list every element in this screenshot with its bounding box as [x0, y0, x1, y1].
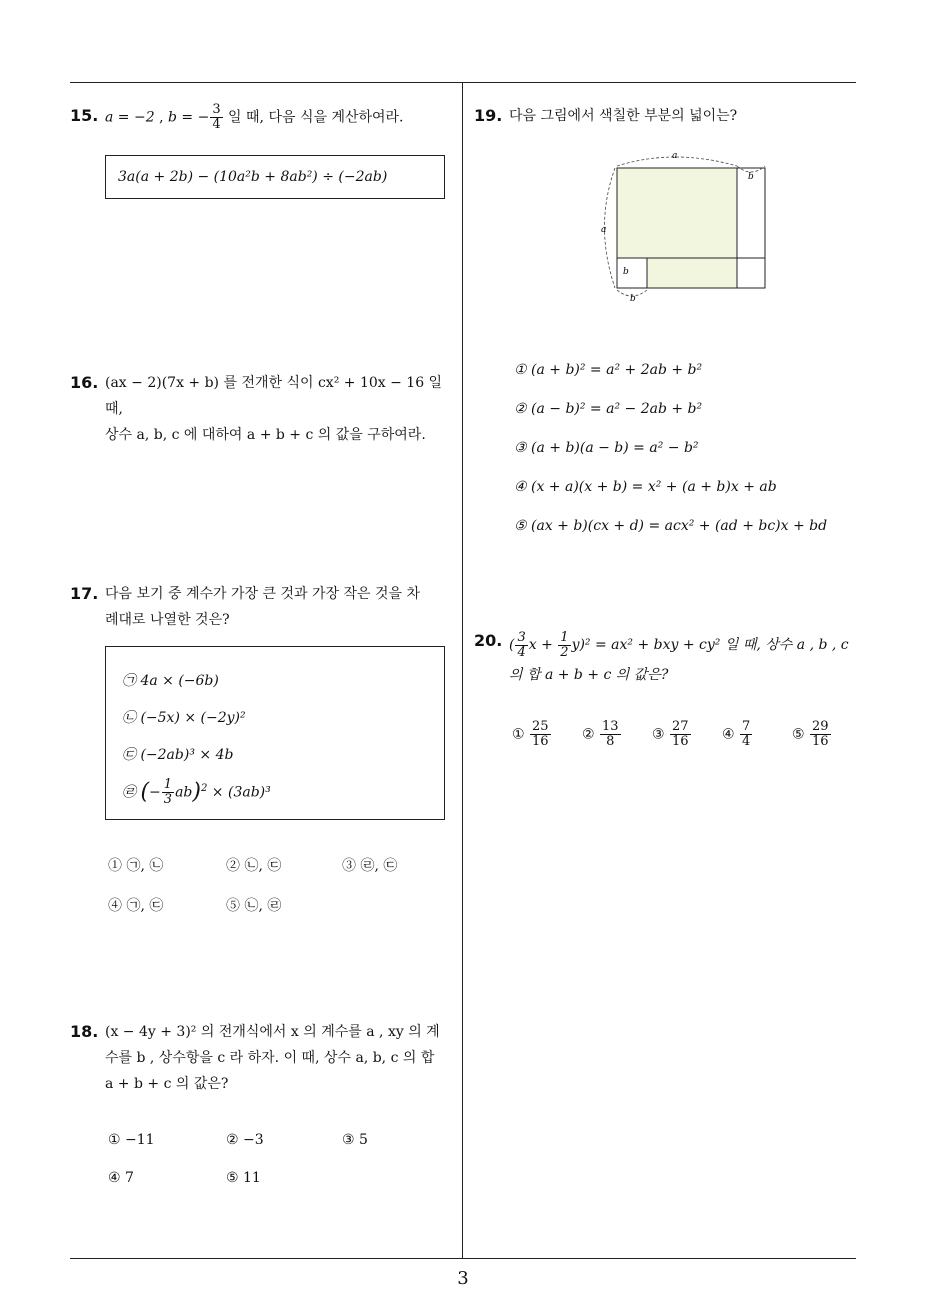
bottom-rule	[70, 1258, 856, 1259]
label-b-left: b	[623, 267, 629, 277]
option-fraction	[740, 720, 752, 749]
fraction	[162, 778, 174, 807]
fraction-b	[210, 103, 222, 132]
label-b-bottom: b	[630, 294, 636, 304]
fraction-denominator: 2	[560, 644, 569, 660]
question-number: 20.	[474, 631, 503, 650]
figure-rectangles	[617, 168, 765, 288]
fraction-1	[515, 631, 527, 660]
option-5[interactable]: ⑤ ㉡, ㉣	[226, 898, 282, 914]
paren-open: (	[140, 779, 150, 805]
option-3[interactable]	[652, 720, 692, 749]
option-marker: ①	[512, 726, 525, 743]
option-marker: ②	[582, 726, 595, 743]
option-4[interactable]	[722, 720, 753, 749]
label-b-top: b	[748, 172, 754, 182]
condition-a: a = −2	[105, 109, 155, 126]
option-4[interactable]: ④ ㉠, ㉢	[108, 898, 164, 914]
question-line-2: 례대로 나열한 것은?	[105, 612, 230, 628]
fraction-numerator: 13	[602, 719, 619, 734]
options	[108, 853, 448, 923]
option-2[interactable]: ② ㉡, ㉢	[226, 858, 282, 874]
question-tail: y)² = ax² + bxy + cy² 일 때, 상수 a , b , c	[571, 637, 849, 653]
choices-box	[105, 646, 445, 820]
question-number: 17.	[70, 584, 99, 603]
fraction-denominator: 3	[163, 792, 173, 808]
column-divider	[462, 83, 463, 1258]
label-a-left: a	[601, 225, 607, 235]
fraction-denominator: 16	[812, 734, 829, 749]
shaded-strip-rect	[647, 258, 737, 288]
fraction-numerator: 1	[163, 777, 173, 793]
options	[512, 720, 857, 760]
fraction-denominator: 4	[212, 117, 221, 132]
fraction-denominator: 4	[517, 644, 526, 660]
question-text	[105, 370, 450, 448]
fraction-numerator: 25	[532, 719, 549, 734]
term: ab	[175, 784, 193, 801]
option-1[interactable]: ① ㉠, ㉡	[108, 858, 164, 874]
condition-b: b = −	[167, 109, 210, 126]
question-line-1: (x − 4y + 3)² 의 전개식에서 x 의 계수를 a , xy 의 계	[105, 1024, 440, 1040]
option-5[interactable]: ⑤ 11	[226, 1170, 261, 1186]
option-1[interactable]: ① (a + b)² = a² + 2ab + b²	[514, 362, 703, 378]
options	[108, 1127, 448, 1197]
question-text: 다음 그림에서 색칠한 부분의 넓이는?	[509, 108, 738, 124]
fraction-denominator: 8	[606, 734, 615, 749]
option-2[interactable]: ② −3	[226, 1132, 264, 1148]
option-1[interactable]: ① −11	[108, 1132, 155, 1148]
term-tail: × (3ab)³	[211, 784, 271, 801]
question-line-1: 다음 보기 중 계수가 가장 큰 것과 가장 작은 것을 차	[105, 586, 420, 602]
question-line-1: ( $\frac{3}{4}$ x + $\frac{1}{2}$ y)² = ax² + bxy + cy² 일 때, 상수 a , b , c	[509, 629, 849, 660]
option-3[interactable]: ③ ㉣, ㉢	[342, 858, 398, 874]
choice-item: ㉣ (− $\frac{1}{3}$ ab)$^2$ × (3ab)³	[122, 777, 271, 808]
fraction-numerator: 7	[742, 719, 751, 734]
question-19	[474, 103, 856, 534]
question-line-2: 상수 a, b, c 에 대하여 a + b + c 의 값을 구하여라.	[105, 427, 426, 443]
fraction-2	[558, 631, 570, 660]
fraction-denominator: 16	[532, 734, 549, 749]
option-4[interactable]: ④ (x + a)(x + b) = x² + (a + b)x + ab	[514, 479, 777, 495]
option-2[interactable]: ② (a − b)² = a² − 2ab + b²	[514, 401, 703, 417]
fraction-numerator: 3	[517, 629, 526, 645]
option-3[interactable]: ③ (a + b)(a − b) = a² − b²	[514, 440, 699, 456]
fraction-denominator: 16	[672, 734, 689, 749]
choice-item: ㉠ 4a × (−6b)	[122, 673, 219, 689]
option-3[interactable]: ③ 5	[342, 1132, 368, 1148]
option-marker: ⑤	[792, 726, 805, 743]
question-prompt: 일 때, 다음 식을 계산하여라.	[228, 109, 404, 126]
question-17	[70, 581, 450, 914]
question-18	[70, 1019, 450, 1186]
paren-close: )	[192, 779, 201, 805]
option-fraction	[670, 720, 691, 749]
question-line-2: 의 합 a + b + c 의 값은?	[509, 667, 669, 683]
option-4[interactable]: ④ 7	[108, 1170, 134, 1186]
question-number: 18.	[70, 1022, 99, 1041]
question-text	[509, 628, 856, 688]
question-15	[70, 102, 450, 185]
choice-item: ㉡ (−5x) × (−2y)²	[122, 710, 246, 726]
option-fraction	[530, 720, 551, 749]
option-marker: ④	[722, 726, 735, 743]
top-rule	[70, 82, 856, 83]
option-fraction	[600, 720, 621, 749]
option-2[interactable]	[582, 720, 622, 749]
question-number: 19.	[474, 106, 503, 125]
option-1[interactable]	[512, 720, 552, 749]
question-text: a = −2 , b = − $\frac{3}{4}$ 일 때, 다음 식을 계산하여라.	[105, 102, 404, 132]
question-20	[474, 628, 856, 749]
exponent: 2	[200, 783, 208, 794]
question-text	[105, 581, 450, 633]
fraction-numerator: 1	[560, 629, 569, 645]
fraction-numerator: 27	[672, 719, 689, 734]
area-figure	[594, 146, 774, 306]
page-number: 3	[457, 1268, 469, 1289]
options	[514, 351, 854, 546]
question-line-1: (ax − 2)(7x + b) 를 전개한 식이 cx² + 10x − 16 일 때,	[105, 375, 443, 417]
question-number: 15.	[70, 106, 99, 125]
option-5[interactable]	[792, 720, 832, 749]
expression-box	[105, 155, 445, 199]
option-fraction	[810, 720, 831, 749]
fraction-numerator: 3	[212, 102, 221, 117]
question-text	[105, 1019, 450, 1097]
question-line-3: a + b + c 의 값은?	[105, 1076, 229, 1092]
fraction-numerator: 29	[812, 719, 829, 734]
question-number: 16.	[70, 373, 99, 392]
expression: 3a(a + 2b) − (10a²b + 8ab²) ÷ (−2ab)	[118, 169, 388, 185]
choice-marker: ㉣	[122, 784, 136, 801]
question-16	[70, 370, 450, 448]
option-5[interactable]: ⑤ (ax + b)(cx + d) = acx² + (ad + bc)x + bd	[514, 518, 828, 534]
label-a-top: a	[672, 151, 678, 161]
option-marker: ③	[652, 726, 665, 743]
shaded-large-rect	[617, 168, 737, 258]
choice-item: ㉢ (−2ab)³ × 4b	[122, 747, 234, 763]
corner-square	[737, 258, 765, 288]
small-square	[617, 258, 647, 288]
question-line-2: 수를 b , 상수항을 c 라 하자. 이 때, 상수 a, b, c 의 합	[105, 1050, 435, 1066]
fraction-denominator: 4	[742, 734, 751, 749]
